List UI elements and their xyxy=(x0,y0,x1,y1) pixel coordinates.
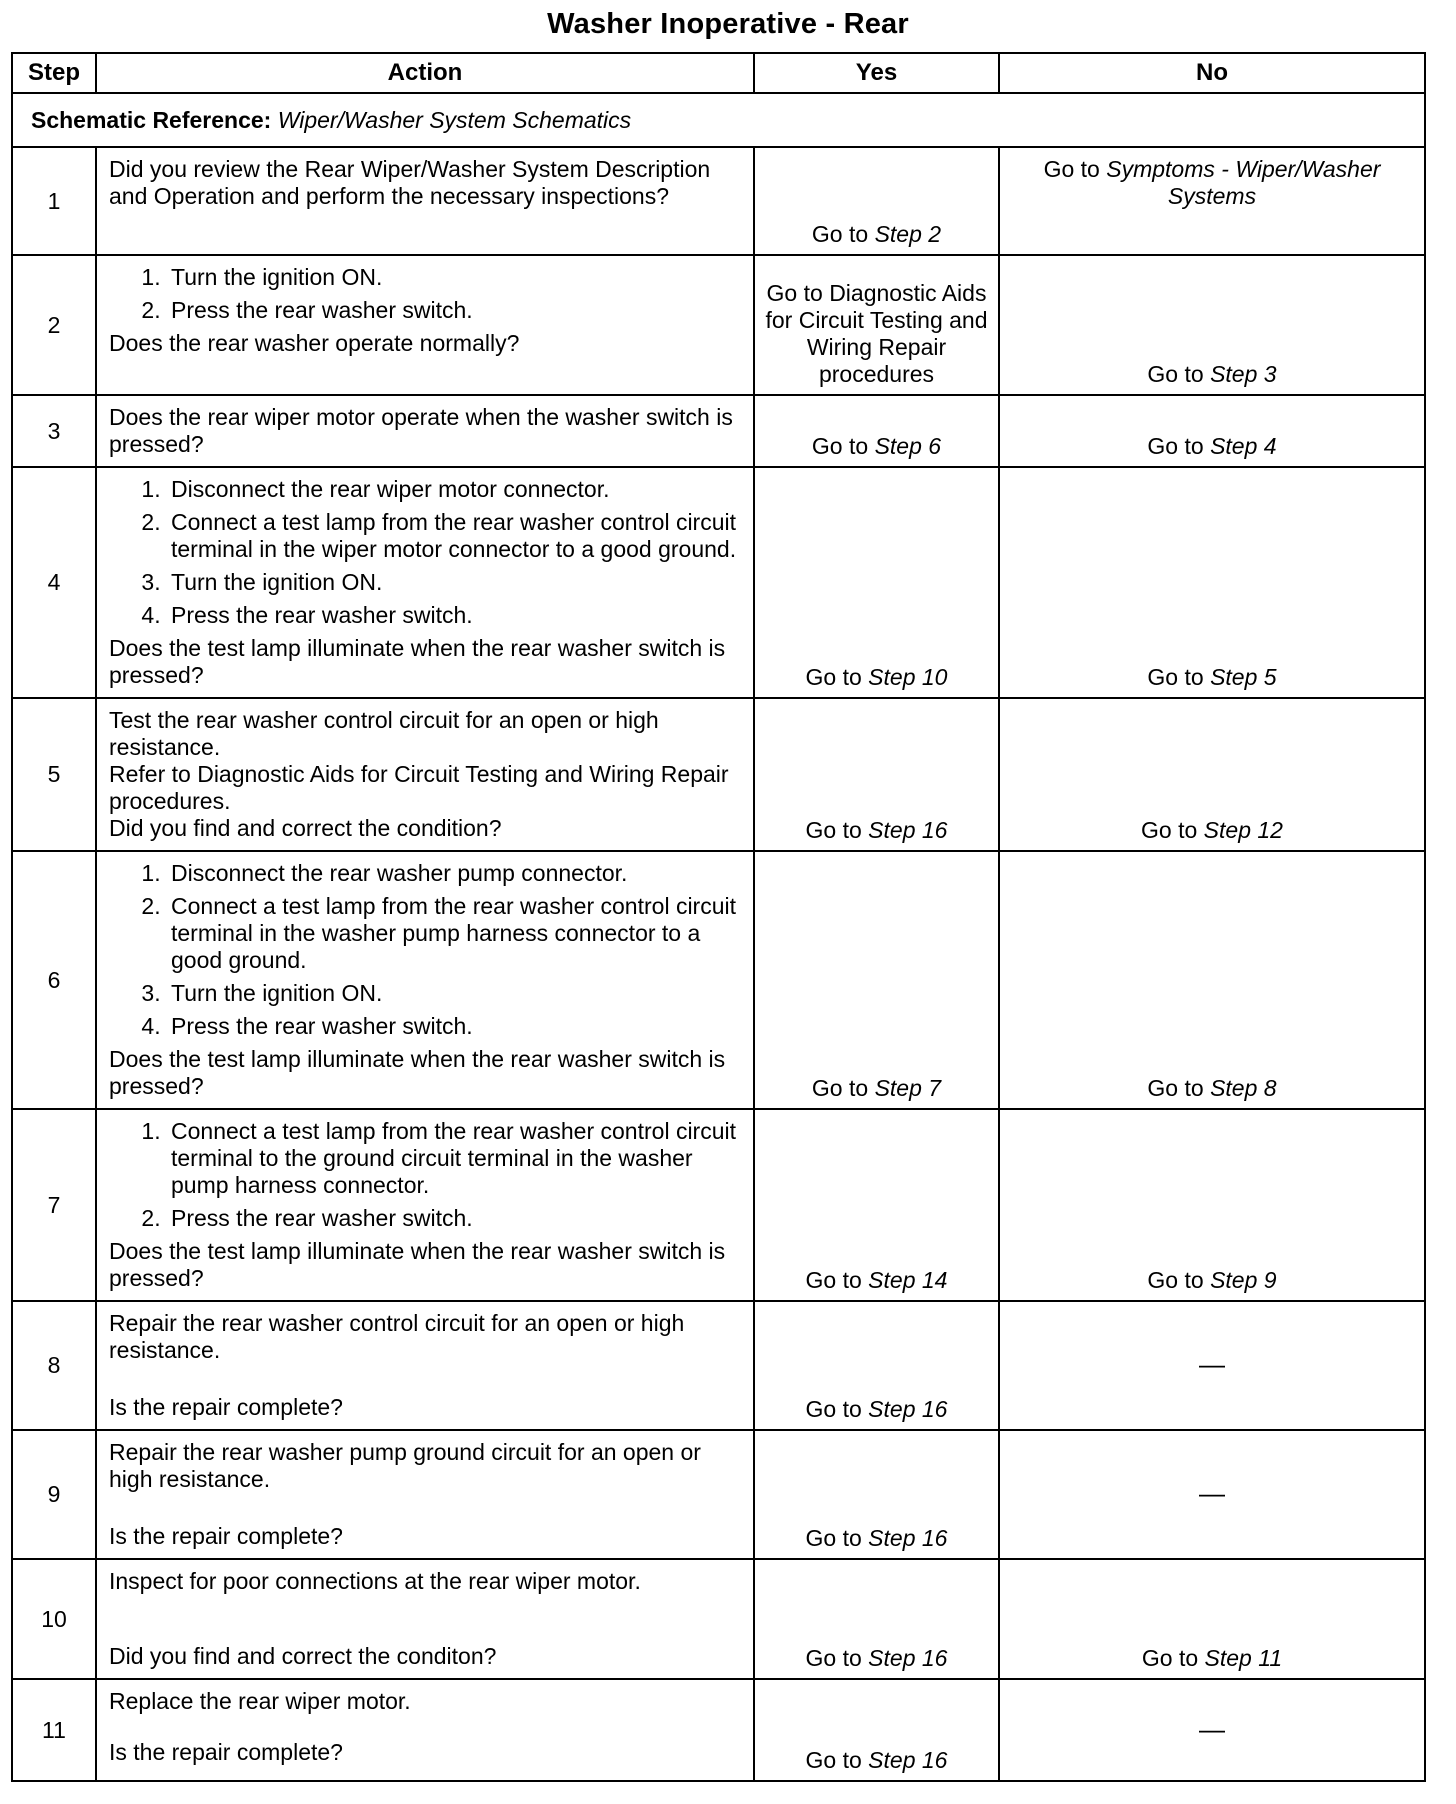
yes-cell xyxy=(754,851,999,1109)
action-list-item: 3. Turn the ignition ON. xyxy=(167,569,741,596)
action-list-item: 1. Turn the ignition ON. xyxy=(167,264,741,291)
table-row xyxy=(12,147,1425,255)
action-list-item: 2. Connect a test lamp from the rear washer control circuit terminal in the wiper motor connector to a good ground. xyxy=(167,509,741,563)
yes-text: Go to Diagnostic Aids for Circuit Testing and Wiring Repair procedures xyxy=(765,280,988,387)
table-row xyxy=(12,1301,1425,1430)
yes-step-link[interactable]: Step 2 xyxy=(874,221,942,247)
yes-step-link[interactable]: Step 6 xyxy=(874,433,942,459)
yes-cell xyxy=(754,698,999,851)
action-cell xyxy=(96,851,754,1109)
page-title: Washer Inoperative - Rear xyxy=(547,8,909,40)
no-cell xyxy=(999,1301,1425,1430)
goto-prefix: Go to xyxy=(1147,433,1204,459)
table-row xyxy=(12,698,1425,851)
no-cell xyxy=(999,1109,1425,1301)
action-list-item: 4. Press the rear washer switch. xyxy=(167,1013,741,1040)
action-question: Does the rear washer operate normally? xyxy=(109,330,520,356)
no-cell xyxy=(999,255,1425,395)
action-text: Did you review the Rear Wiper/Washer System Description and Operation and perform the necessary inspections? xyxy=(109,156,711,209)
no-step-link[interactable]: Step 4 xyxy=(1210,433,1277,459)
goto-prefix: Go to xyxy=(805,664,862,690)
action-list-item: 2. Press the rear washer switch. xyxy=(167,1205,741,1232)
header-yes: Yes xyxy=(754,53,999,93)
goto-prefix: Go to xyxy=(805,1747,862,1773)
table-row xyxy=(12,1109,1425,1301)
spacer xyxy=(109,1493,741,1523)
step-number: 8 xyxy=(12,1301,96,1430)
goto-prefix: Go to xyxy=(1147,1267,1204,1293)
no-cell xyxy=(999,147,1425,255)
step-number: 3 xyxy=(12,395,96,467)
yes-cell xyxy=(754,1679,999,1781)
goto-prefix: Go to xyxy=(1147,361,1204,387)
action-text: Refer to Diagnostic Aids for Circuit Testing and Wiring Repair procedures. xyxy=(109,761,729,814)
yes-cell xyxy=(754,147,999,255)
table-row xyxy=(12,467,1425,698)
step-number: 2 xyxy=(12,255,96,395)
goto-prefix: Go to xyxy=(811,221,869,247)
goto-prefix: Go to xyxy=(811,433,869,459)
action-cell xyxy=(96,1301,754,1430)
action-question: Did you find and correct the condition? xyxy=(109,815,502,841)
action-list-item: 2. Press the rear washer switch. xyxy=(167,297,741,324)
goto-prefix: Go to xyxy=(1043,156,1100,182)
action-cell xyxy=(96,1109,754,1301)
action-cell xyxy=(96,1679,754,1781)
step-number: 7 xyxy=(12,1109,96,1301)
goto-prefix: Go to xyxy=(1141,817,1198,843)
action-cell xyxy=(96,1430,754,1559)
no-dash: — xyxy=(1199,1349,1225,1379)
spacer xyxy=(109,1715,741,1739)
no-cell xyxy=(999,698,1425,851)
action-text: Inspect for poor connections at the rear wiper motor. xyxy=(109,1568,641,1594)
spacer xyxy=(109,1595,741,1643)
yes-step-link[interactable]: Step 10 xyxy=(868,664,948,690)
yes-cell xyxy=(754,395,999,467)
spacer xyxy=(109,1364,741,1394)
no-cell xyxy=(999,1679,1425,1781)
goto-prefix: Go to xyxy=(1147,1075,1204,1101)
action-text: Test the rear washer control circuit for an open or high resistance. xyxy=(109,707,659,760)
header-step: Step xyxy=(12,53,96,93)
yes-step-link[interactable]: Step 16 xyxy=(868,1747,948,1773)
yes-cell xyxy=(754,255,999,395)
step-number: 4 xyxy=(12,467,96,698)
yes-step-link[interactable]: Step 14 xyxy=(868,1267,948,1293)
action-cell xyxy=(96,147,754,255)
action-list xyxy=(109,860,741,1040)
action-question: Does the rear wiper motor operate when the washer switch is pressed? xyxy=(109,404,733,457)
no-step-link[interactable]: Step 3 xyxy=(1210,361,1277,387)
no-step-link[interactable]: Step 5 xyxy=(1210,664,1277,690)
diagnostic-table xyxy=(11,52,1426,1782)
action-list-item: 1. Connect a test lamp from the rear washer control circuit terminal to the ground circuit terminal in the washer pump harness connector. xyxy=(167,1118,741,1199)
action-cell xyxy=(96,1559,754,1679)
goto-prefix: Go to xyxy=(811,1075,869,1101)
action-list-item: 2. Connect a test lamp from the rear washer control circuit terminal in the washer pump harness connector to a good ground. xyxy=(167,893,741,974)
yes-step-link[interactable]: Step 7 xyxy=(874,1075,942,1101)
action-list xyxy=(109,476,741,629)
action-text: Repair the rear washer pump ground circuit for an open or high resistance. xyxy=(109,1439,701,1492)
yes-step-link[interactable]: Step 16 xyxy=(868,1645,948,1671)
action-list-item: 4. Press the rear washer switch. xyxy=(167,602,741,629)
no-dash: — xyxy=(1199,1478,1225,1508)
step-number: 1 xyxy=(12,147,96,255)
no-step-link[interactable]: Step 12 xyxy=(1203,817,1283,843)
action-question: Does the test lamp illuminate when the rear washer switch is pressed? xyxy=(109,635,726,688)
goto-prefix: Go to xyxy=(1147,664,1204,690)
table-row xyxy=(12,851,1425,1109)
no-dash: — xyxy=(1199,1713,1225,1744)
goto-prefix: Go to xyxy=(805,1396,862,1422)
goto-prefix: Go to xyxy=(805,1645,862,1671)
action-text: Replace the rear wiper motor. xyxy=(109,1688,411,1714)
no-step-link[interactable]: Step 11 xyxy=(1204,1645,1283,1671)
goto-prefix: Go to xyxy=(1141,1645,1199,1671)
yes-cell xyxy=(754,1430,999,1559)
yes-cell xyxy=(754,1301,999,1430)
yes-step-link[interactable]: Step 16 xyxy=(868,1396,948,1422)
action-cell xyxy=(96,395,754,467)
step-number: 5 xyxy=(12,698,96,851)
action-list xyxy=(109,1118,741,1232)
action-question: Is the repair complete? xyxy=(109,1394,343,1420)
schematic-reference-label: Schematic Reference: xyxy=(31,106,272,133)
schematic-reference xyxy=(12,93,1425,147)
table-row xyxy=(12,1430,1425,1559)
yes-step-link[interactable]: Step 16 xyxy=(868,817,948,843)
goto-prefix: Go to xyxy=(805,817,862,843)
action-question: Does the test lamp illuminate when the rear washer switch is pressed? xyxy=(109,1046,726,1099)
action-cell xyxy=(96,467,754,698)
no-step-link[interactable]: Symptoms - Wiper/Washer Systems xyxy=(1106,156,1381,209)
action-cell xyxy=(96,698,754,851)
action-cell xyxy=(96,255,754,395)
goto-prefix: Go to xyxy=(805,1525,862,1551)
step-number: 10 xyxy=(12,1559,96,1679)
schematic-reference-row xyxy=(12,93,1425,147)
header-action: Action xyxy=(96,53,754,93)
no-cell xyxy=(999,1430,1425,1559)
no-cell xyxy=(999,851,1425,1109)
action-question: Is the repair complete? xyxy=(109,1739,343,1765)
table-row xyxy=(12,1679,1425,1781)
schematic-reference-link[interactable]: Wiper/Washer System Schematics xyxy=(277,106,632,133)
no-cell xyxy=(999,467,1425,698)
action-list-item: 1. Disconnect the rear wiper motor connector. xyxy=(167,476,741,503)
no-cell xyxy=(999,1559,1425,1679)
table-row xyxy=(12,395,1425,467)
step-number: 9 xyxy=(12,1430,96,1559)
action-list-item: 1. Disconnect the rear washer pump connector. xyxy=(167,860,741,887)
action-question: Does the test lamp illuminate when the rear washer switch is pressed? xyxy=(109,1238,726,1291)
action-question: Did you find and correct the conditon? xyxy=(109,1643,497,1669)
table-row xyxy=(12,1559,1425,1679)
table-row xyxy=(12,255,1425,395)
action-list-item: 3. Turn the ignition ON. xyxy=(167,980,741,1007)
no-step-link[interactable]: Step 9 xyxy=(1210,1267,1277,1293)
action-question: Is the repair complete? xyxy=(109,1523,343,1549)
action-list xyxy=(109,264,741,324)
yes-cell xyxy=(754,1559,999,1679)
goto-prefix: Go to xyxy=(805,1267,862,1293)
step-number: 6 xyxy=(12,851,96,1109)
header-no: No xyxy=(999,53,1425,93)
header-row xyxy=(12,53,1425,93)
no-step-link[interactable]: Step 8 xyxy=(1210,1075,1277,1101)
no-cell xyxy=(999,395,1425,467)
yes-cell xyxy=(754,1109,999,1301)
action-text: Repair the rear washer control circuit for an open or high resistance. xyxy=(109,1310,685,1363)
yes-cell xyxy=(754,467,999,698)
yes-step-link[interactable]: Step 16 xyxy=(868,1525,948,1551)
step-number: 11 xyxy=(12,1679,96,1781)
